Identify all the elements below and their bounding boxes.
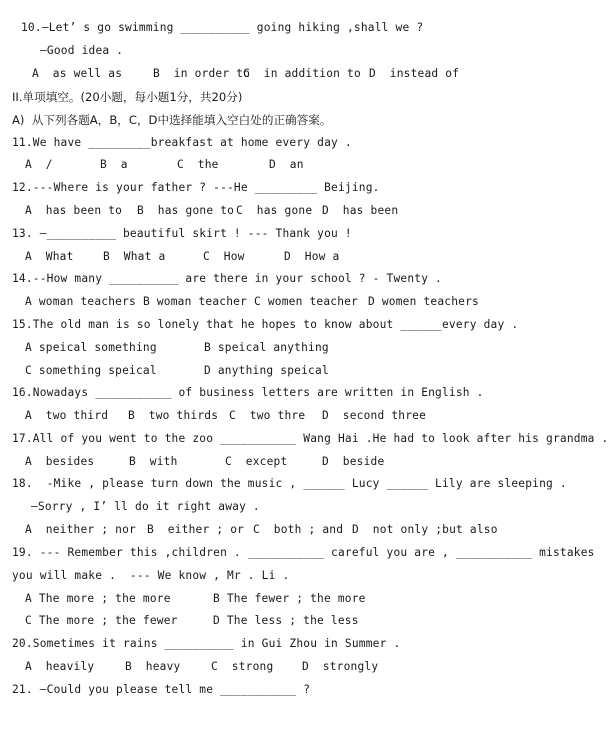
question-10-reply: —Good idea . [40, 44, 124, 57]
q13-option-a: A What [25, 250, 74, 263]
q12-option-a: A has been to [25, 204, 123, 217]
question-21: 21. —Could you please tell me ___________ ? [12, 683, 311, 696]
question-16: 16.Nowadays ___________ of business letters are written in English . [12, 386, 484, 399]
q14-option-a: A woman teachers [25, 295, 136, 308]
q13-option-c: C How [203, 250, 245, 263]
q11-option-c: C the [177, 158, 219, 171]
q12-option-c: C has gone [236, 204, 313, 217]
question-18: 18. -Mike , please turn down the music , ______ Lucy ______ Lily are sleeping . [12, 477, 567, 490]
q20-option-a: A heavily [25, 660, 95, 673]
q11-option-d: D an [269, 158, 304, 171]
q12-option-b: B has gone to [137, 204, 235, 217]
question-12: 12.---Where is your father ? ---He _________ Beijing. [12, 181, 380, 194]
q17-option-c: C except [225, 455, 288, 468]
q14-option-b: B woman teacher [143, 295, 248, 308]
q14-option-d: D women teachers [368, 295, 479, 308]
q11-option-b: B a [100, 158, 128, 171]
q19-option-d: D The less ; the less [213, 614, 359, 627]
question-13: 13. —__________ beautiful skirt ! --- Thank you ! [12, 227, 352, 240]
q10-option-c: C in addition to [243, 67, 361, 80]
q20-option-c: C strong [211, 660, 274, 673]
q18-option-a: A neither ; nor [25, 523, 136, 536]
q15-option-c: C something speical [25, 364, 157, 377]
question-15: 15.The old man is so lonely that he hopes to know about ______every day . [12, 318, 519, 331]
q16-option-b: B two thirds [128, 409, 219, 422]
question-20: 20.Sometimes it rains __________ in Gui Zhou in Summer . [12, 637, 401, 650]
q19-option-c: C The more ; the fewer [25, 614, 178, 627]
q12-option-d: D has been [322, 204, 399, 217]
q10-option-a: A as well as [32, 67, 123, 80]
question-18-reply: —Sorry , I’ ll do it right away . [31, 500, 260, 513]
q16-option-d: D second three [322, 409, 427, 422]
question-11: 11.We have _________breakfast at home every day . [12, 136, 352, 149]
question-19: 19. --- Remember this ,children . ___________ careful you are , ___________ mistakes [12, 546, 595, 559]
q19-option-b: B The fewer ; the more [213, 592, 366, 605]
q16-option-a: A two third [25, 409, 109, 422]
q14-option-c: C women teacher [254, 295, 359, 308]
q18-option-b: B either ; or [147, 523, 245, 536]
section-heading: II.单项填空。(20小题，每小题1分，共20分) [12, 90, 243, 104]
q17-option-d: D beside [322, 455, 385, 468]
section-instruction: A) 从下列各题A，B，C，D中选择能填入空白处的正确答案。 [12, 113, 332, 127]
q16-option-c: C two thre [229, 409, 306, 422]
question-17: 17.All of you went to the zoo ___________ Wang Hai .He had to look after his grandma . [12, 432, 608, 445]
q20-option-d: D strongly [302, 660, 379, 673]
q10-option-d: D instead of [369, 67, 460, 80]
q17-option-a: A besides [25, 455, 95, 468]
q13-option-b: B What a [103, 250, 166, 263]
question-14: 14.--How many __________ are there in your school ? - Twenty . [12, 272, 442, 285]
q15-option-b: B speical anything [204, 341, 329, 354]
q19-option-a: A The more ; the more [25, 592, 171, 605]
question-10: 10.—Let’ s go swimming __________ going hiking ,shall we ? [21, 21, 424, 34]
q11-option-a: A / [25, 158, 53, 171]
q18-option-c: C both ; and [253, 523, 344, 536]
q17-option-b: B with [129, 455, 178, 468]
q18-option-d: D not only ;but also [352, 523, 498, 536]
q15-option-a: A speical something [25, 341, 157, 354]
q15-option-d: D anything speical [204, 364, 329, 377]
q10-option-b: B in order to [153, 67, 251, 80]
q20-option-b: B heavy [125, 660, 181, 673]
question-19-continued: you will make . --- We know , Mr . Li . [12, 569, 290, 582]
q13-option-d: D How a [284, 250, 340, 263]
